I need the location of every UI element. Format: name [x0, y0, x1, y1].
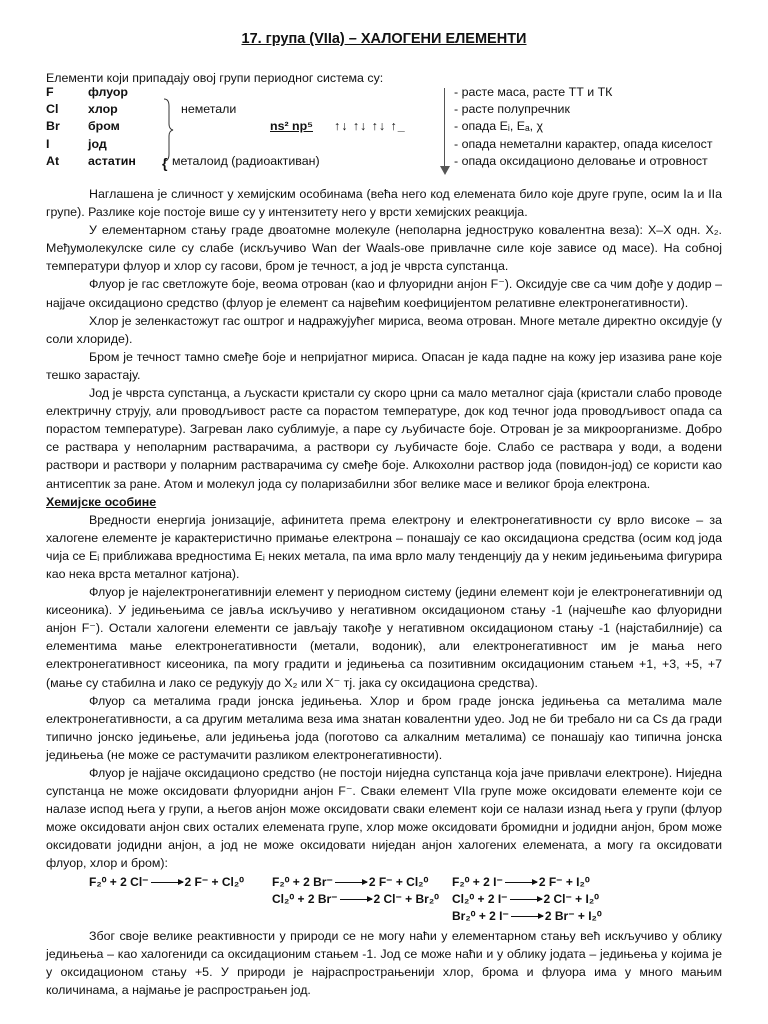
orbital-diagram: ↑↓ ↑↓ ↑↓ ↑_ [334, 119, 406, 133]
paragraph: Наглашена је сличност у хемијским особинама (већа него код елемената било које друге групе, осим Ia и IIa групе). Разлике које постоје више су у интензитету него у врсти хемијских реакција. [46, 187, 722, 220]
trend-item: - расте полупречник [454, 102, 570, 116]
trend-item: - опада неметални карактер, опада киселост [454, 137, 713, 151]
trend-arrow-down-icon [440, 166, 450, 175]
reaction-arrow-icon [505, 882, 537, 883]
electron-config: ns² np⁵ [270, 119, 313, 133]
reaction-arrow-icon [511, 916, 543, 917]
element-name: бром [88, 119, 120, 133]
element-symbol: Cl [46, 102, 59, 116]
equation-products: 2 F⁻ + I₂⁰ [538, 874, 590, 889]
reaction-equations [46, 873, 722, 927]
equation [272, 890, 439, 908]
page-title: 17. група (VIIa) – ХАЛОГЕНИ ЕЛЕМЕНТИ [241, 31, 527, 47]
metalloid-brace: { [162, 155, 168, 171]
equation [452, 890, 599, 908]
paragraph: Због своје велике реактивности у природи се не могу наћи у елементарном стању већ искључиво у облику једињења – као халогениди са оксидационим стањем -1. Јод се може наћи и у облику јодата – једињења у којима је у оксидационом стању +5. У природи је најраспрострањенији хлор, брома и флуора има у много мањим количинама, а најмање је распрострањен јод. [46, 928, 722, 997]
nonmetals-label: неметали [181, 102, 237, 116]
equation [272, 873, 428, 891]
paragraph: Вредности енергија јонизације, афинитета према електрону и електронегативности су врло високе – за халогене елементе је карактеристично примање електрона – понашају се као оксидациона средства (осим код јода чија се Eᵢ приближава вредностима Eᵢ неких метала, па има врло малу тенденцију да у неким једињењима фигурира као нека врста металног катјона). [46, 512, 722, 581]
reaction-arrow-icon [510, 899, 542, 900]
equation-products: 2 Br⁻ + I₂⁰ [544, 908, 602, 923]
trend-arrow-shaft [444, 88, 445, 170]
equation [89, 873, 244, 891]
body-text [46, 185, 722, 999]
paragraph: Флуор је најелектронегативнији елемент у периодном систему (једини елемент који је електронегативнији од кисеоника). У једињењима се јавља искључиво у негативном оксидационом стању -1 (најчешће као флуоридни анјон F⁻). Остали халогени елементи се јављају такође у негативном оксидационом стању -1 (најстабилније) са елементима мање електронегативности (метали, водоник), али електронегативност им је мања него електронегативност кисеоника, па могу градити и једињења са позитивним оксидационим стањем +1, +3, +5, +7 (мање су стабилна и лако се редукују до X₂ или X⁻ тј. јака су оксидациона средства). [46, 585, 722, 690]
equation-reactants: Cl₂⁰ + 2 I⁻ [452, 891, 508, 906]
element-symbol: F [46, 85, 54, 99]
paragraph: Хлор је зеленкастожут гас оштрог и надражујућег мириса, веома отрован. Многе метале директно оксидује (у соли хлориде). [46, 313, 722, 346]
section-heading: Хемијске особине [46, 494, 157, 509]
element-symbol: I [46, 137, 50, 151]
equation [452, 907, 602, 925]
equation-reactants: F₂⁰ + 2 Cl⁻ [89, 874, 149, 889]
reaction-arrow-icon [340, 899, 372, 900]
reaction-arrow-icon [335, 882, 367, 883]
metalloid-label: металоид (радиоактиван) [172, 154, 320, 168]
element-symbol: Br [46, 119, 60, 133]
element-symbol: At [46, 154, 60, 168]
equation-reactants: F₂⁰ + 2 I⁻ [452, 874, 503, 889]
element-name: астатин [88, 154, 136, 168]
reaction-arrow-icon [151, 882, 183, 883]
paragraph: Бром је течност тамно смеђе боје и непријатног мириса. Опасан је када падне на кожу јер изазива ране које тешко зарастају. [46, 349, 722, 382]
trend-item: - опада оксидационо деловање и отровност [454, 154, 708, 168]
intro-line: Елементи који припадају овој групи периодног система су: [46, 71, 384, 85]
equation-reactants: Cl₂⁰ + 2 Br⁻ [272, 891, 338, 906]
paragraph: Флуор је гас светложуте боје, веома отрован (као и флуоридни анјон F⁻). Оксидује све са чим дође у додир – најјаче оксидационо средство (флуор је елемент са највећим коефицијентом релативне електронегативности). [46, 277, 722, 310]
paragraph: Флуор је најјаче оксидационо средство (не постоји ниједна супстанца која јаче привлачи електроне). Ниједна супстанца не може оксидовати флуоридни анјон F⁻. Сваки елемент VIIa групе може оксидовати елементе који се налазе испод њега у групи, а његов анјон може оксидовати сваки елемент који се налази изнад њега у групи (флуор може оксидовати анјон свих осталих елемената групе, хлор може оксидовати бромидни и јодидни анјон, бром може оксидовати јодидни анјон, а јод не може оксидовати ниједан анјон халогених елемената, а могу га оксидовати флуор, хлор и бром): [46, 766, 722, 871]
equation-products: 2 F⁻ + Cl₂⁰ [184, 874, 244, 889]
equation-reactants: Br₂⁰ + 2 I⁻ [452, 908, 509, 923]
paragraph: Јод је чврста супстанца, а љускасти кристали су скоро црни са мало металног сјаја (кристали слабо проводе електричну струју, али проводљивост расте са порастом температуре, док код течног јода проводљивост опада са порастом температуре). Загреван лако сублимује, а паре су љубичасте боје. Отрован је за микроорганизме. Добро се раствара у неполарним растварачима, а раствори су љубичасте боје. Слабо се раствара у води, а водени раствори и раствори у поларним растварачима су смеђе боје. Алкохолни раствор јода (повидон-јод) се користи као антисептик за ране. Атом и молекул јода су поларизабилни због велике масе и великог броја електрона. [46, 386, 722, 491]
equation [452, 873, 590, 891]
trend-item: - опада Eᵢ, Eₐ, χ [454, 119, 543, 133]
element-table [46, 84, 722, 174]
equation-products: 2 Cl⁻ + I₂⁰ [543, 891, 599, 906]
equation-products: 2 F⁻ + Cl₂⁰ [368, 874, 429, 889]
element-name: хлор [88, 102, 118, 116]
element-name: јод [88, 137, 107, 151]
trend-item: - расте маса, расте ТТ и ТК [454, 85, 613, 99]
equation-products: 2 Cl⁻ + Br₂⁰ [373, 891, 439, 906]
paragraph: У елементарном стању граде двоатомне молекуле (неполарна једноструко ковалентна веза): X–X одн. X₂. Међумолекулске силе су слабе (искључиво Wan der Waals-ове привлачне силе које зависе од масе). На собној температури флуор и хлор су гасови, бром је течност, а јод је чврста супстанца. [46, 223, 722, 274]
element-name: флуор [88, 85, 128, 99]
equation-reactants: F₂⁰ + 2 Br⁻ [272, 874, 333, 889]
paragraph: Флуор са металима гради јонска једињења. Хлор и бром граде јонска једињења са металима мале електронегативности, а са другим металима веза има знатан ковалентни удео. Јод не би требало ни са Cs да гради типично јонско једињење, али једињења јода (поготово са алкалним металима) се понашају као типична јонска једињења (не може се растумачити разликом електронегативности). [46, 693, 722, 762]
